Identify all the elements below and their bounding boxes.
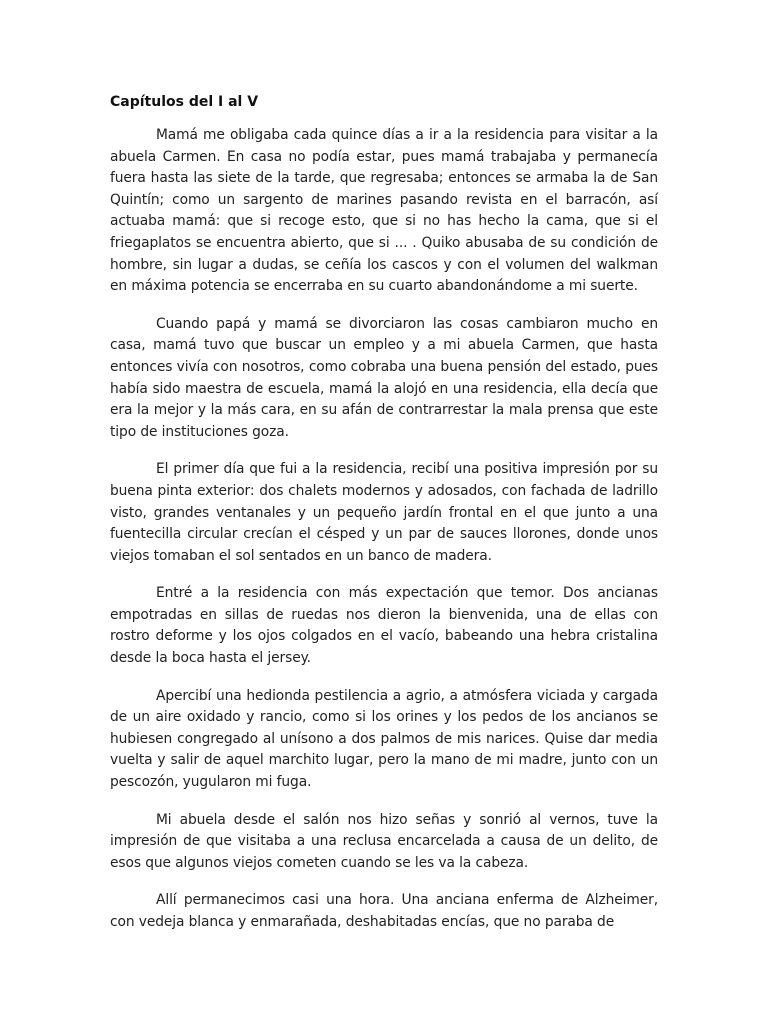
paragraph-5: Apercibí una hedionda pestilencia a agrio, a atmósfera viciada y cargada de un aire oxidado y rancio, como si los orines y los pedos de los ancianos se hubiesen congregado al unísono a dos palmos de mis narices. Quise dar media vuelta y salir de aquel marchito lugar, pero la mano de mi madre, junto con un pescozón, yugularon mi fuga. xyxy=(110,687,658,791)
document-page xyxy=(110,92,658,950)
chapter-title: Capítulos del I al V xyxy=(110,94,259,110)
paragraph-1: Mamá me obligaba cada quince días a ir a la residencia para visitar a la abuela Carmen. En casa no podía estar, pues mamá trabajaba y permanecía fuera hasta las siete de la tarde, que regresaba; entonces se armaba la de San Quintín; como un sargento de marines pasando revista en el barracón, así actuaba mamá: que si recoge esto, que si no has hecho la cama, que si el friegaplatos se encuentra abierto, que si ... . Quiko abusaba de su condición de hombre, sin lugar a dudas, se ceñía los cascos y con el volumen del walkman en máxima potencia se encerraba en su cuarto abandonándome a mi suerte. xyxy=(110,127,658,295)
paragraph-4: Entré a la residencia con más expectación que temor. Dos ancianas empotradas en sillas de ruedas nos dieron la bienvenida, una de ellas con rostro deforme y los ojos colgados en el vacío, babeando una hebra cristalina desde la boca hasta el jersey. xyxy=(110,585,658,667)
paragraph-2: Cuando papá y mamá se divorciaron las cosas cambiaron mucho en casa, mamá tuvo que buscar un empleo y a mi abuela Carmen, que hasta entonces vivía con nosotros, como cobraba una buena pensión del estado, pues había sido maestra de escuela, mamá la alojó en una residencia, ella decía que era la mejor y la más cara, en su afán de contrarrestar la mala prensa que este tipo de instituciones goza. xyxy=(110,315,658,440)
paragraph-7: Allí permanecimos casi una hora. Una anciana enferma de Alzheimer, con vedeja blanca y enmarañada, deshabitadas encías, que no paraba de xyxy=(110,892,658,930)
paragraph-6: Mi abuela desde el salón nos hizo señas y sonrió al vernos, tuve la impresión de que visitaba a una reclusa encarcelada a causa de un delito, de esos que algunos viejos cometen cuando se les va la cabeza. xyxy=(110,811,658,871)
paragraph-3: El primer día que fui a la residencia, recibí una positiva impresión por su buena pinta exterior: dos chalets modernos y adosados, con fachada de ladrillo visto, grandes ventanales y un pequeño jardín frontal en el que junto a una fuentecilla circular crecían el césped y un par de sauces llorones, donde unos viejos tomaban el sol sentados en un banco de madera. xyxy=(110,461,658,564)
